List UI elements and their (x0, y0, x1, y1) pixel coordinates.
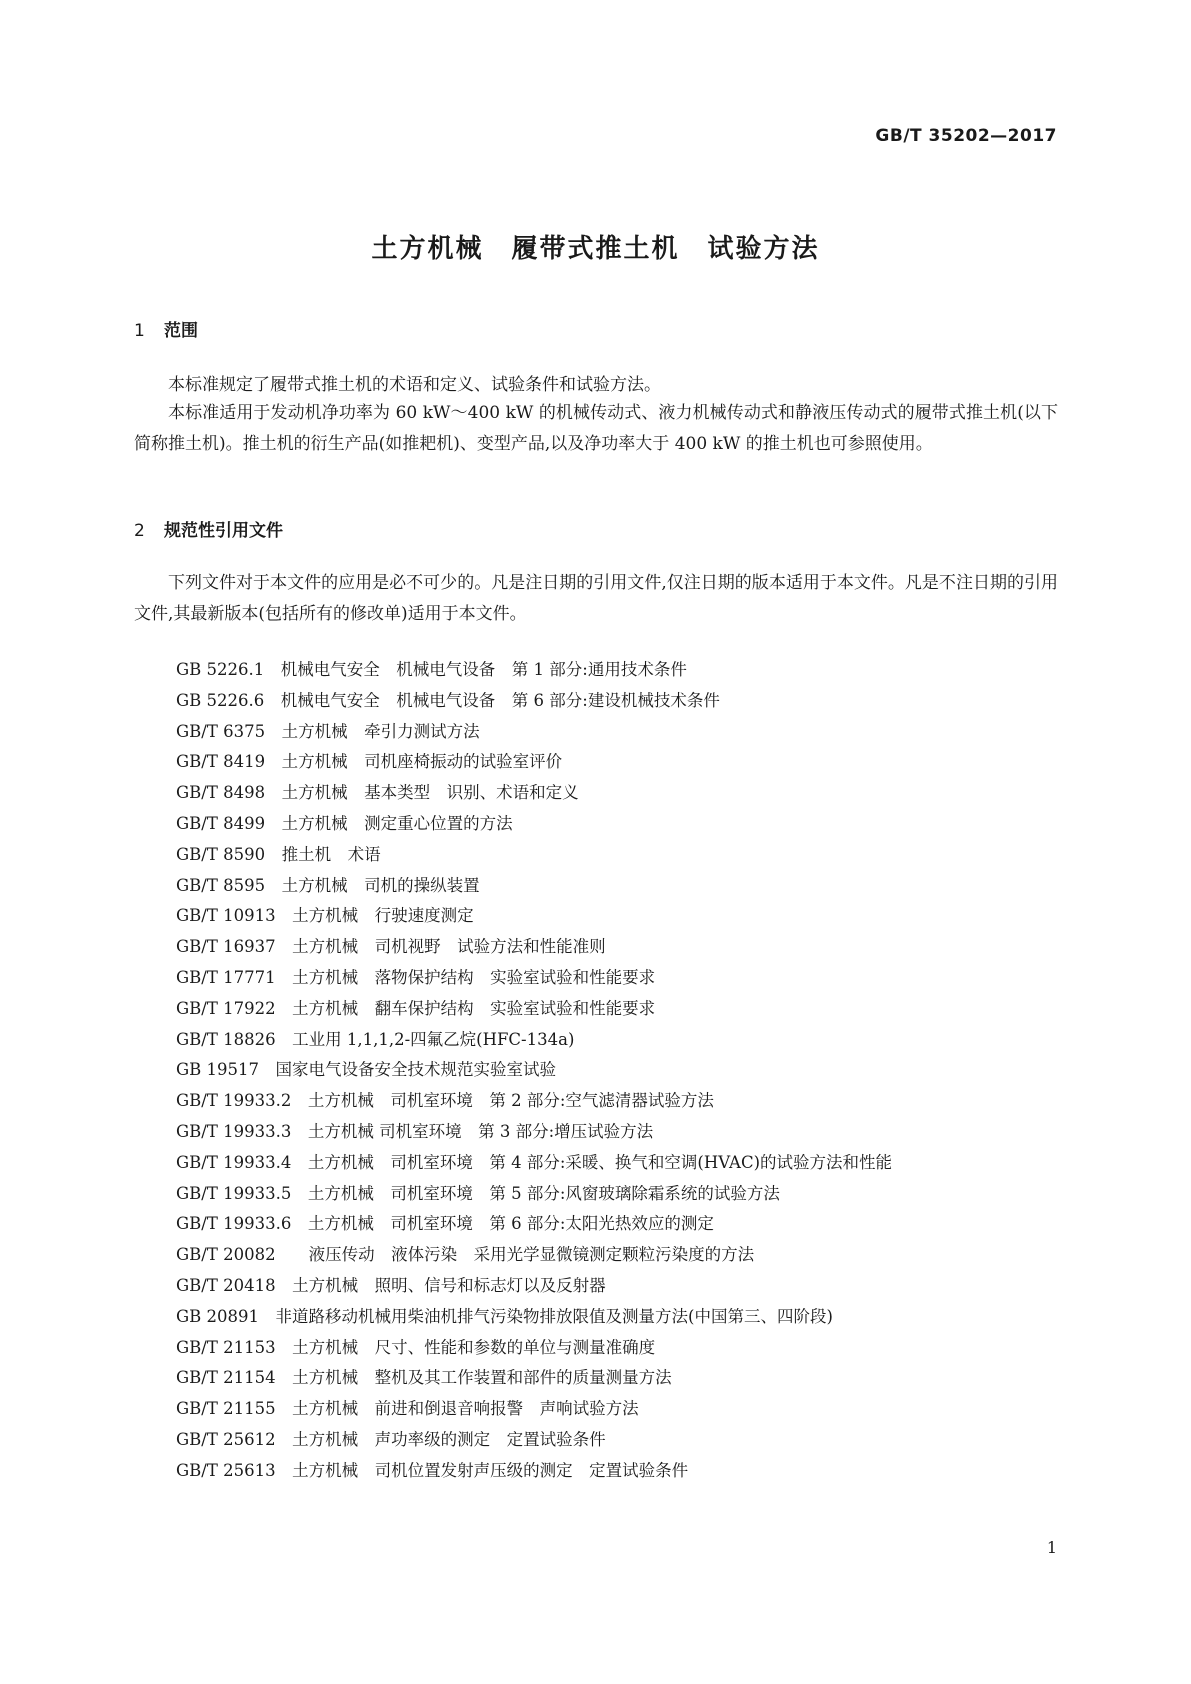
reference-code: GB/T 19933.5 (176, 1183, 292, 1203)
reference-item (134, 747, 1058, 778)
reference-item (134, 871, 1058, 902)
reference-title: 土方机械 司机室环境 第 6 部分:太阳光热效应的测定 (307, 1214, 714, 1234)
reference-item (134, 1086, 1058, 1117)
reference-item (134, 1209, 1058, 1240)
reference-list (134, 655, 1058, 1487)
reference-code: GB/T 19933.6 (176, 1214, 292, 1234)
reference-item (134, 1148, 1058, 1179)
reference-item (134, 1425, 1058, 1456)
reference-item (134, 932, 1058, 963)
reference-item (134, 1271, 1058, 1302)
reference-item (134, 994, 1058, 1025)
standard-code: GB/T 35202—2017 (875, 126, 1057, 146)
reference-title: 推土机 术语 (281, 844, 381, 864)
reference-code: GB/T 8499 (176, 813, 266, 833)
reference-item (134, 686, 1058, 717)
page-number: 1 (1046, 1538, 1057, 1557)
reference-code: GB/T 20418 (176, 1275, 276, 1295)
reference-title: 机械电气安全 机械电气设备 第 6 部分:建设机械技术条件 (280, 690, 720, 710)
reference-item (134, 1394, 1058, 1425)
reference-code: GB/T 21154 (176, 1368, 276, 1388)
reference-item (134, 1456, 1058, 1487)
section-title: 规范性引用文件 (164, 521, 283, 541)
reference-title: 土方机械 整机及其工作装置和部件的质量测量方法 (292, 1368, 672, 1388)
reference-code: GB/T 8498 (176, 783, 266, 803)
reference-item (134, 1055, 1058, 1086)
reference-item (134, 901, 1058, 932)
reference-item (134, 778, 1058, 809)
reference-item (134, 1240, 1058, 1271)
reference-code: GB/T 6375 (176, 721, 266, 741)
document-title: 土方机械 履带式推土机 试验方法 (371, 234, 820, 264)
reference-code: GB/T 17922 (176, 998, 276, 1018)
reference-item (134, 1333, 1058, 1364)
reference-code: GB/T 19933.2 (176, 1091, 292, 1111)
reference-code: GB/T 8595 (176, 875, 266, 895)
reference-code: GB 19517 (176, 1060, 260, 1080)
reference-code: GB/T 17771 (176, 967, 276, 987)
reference-code: GB/T 18826 (176, 1029, 276, 1049)
reference-title: 土方机械 翻车保护结构 实验室试验和性能要求 (292, 998, 656, 1018)
reference-title: 土方机械 司机室环境 第 4 部分:采暖、换气和空调(HVAC)的试验方法和性能 (307, 1152, 893, 1172)
reference-title: 土方机械 测定重心位置的方法 (281, 813, 513, 833)
reference-code: GB/T 25613 (176, 1460, 276, 1480)
reference-title: 液压传动 液体污染 采用光学显微镜测定颗粒污染度的方法 (292, 1245, 755, 1265)
reference-title: 土方机械 司机座椅振动的试验室评价 (281, 752, 563, 772)
section-title: 范围 (164, 321, 198, 341)
section-number: 2 (134, 521, 145, 541)
section-1-heading (134, 316, 198, 341)
reference-code: GB 5226.6 (176, 690, 265, 710)
section-2-heading (134, 516, 283, 541)
reference-title: 土方机械 司机的操纵装置 (281, 875, 480, 895)
reference-title: 土方机械 前进和倒退音响报警 声响试验方法 (292, 1399, 639, 1419)
reference-title: 土方机械 基本类型 识别、术语和定义 (281, 783, 579, 803)
reference-code: GB/T 19933.3 (176, 1121, 292, 1141)
scope-paragraph-1: 本标准规定了履带式推土机的术语和定义、试验条件和试验方法。 (168, 375, 661, 395)
reference-title: 土方机械 落物保护结构 实验室试验和性能要求 (292, 967, 656, 987)
reference-item (134, 840, 1058, 871)
reference-title: 土方机械 司机室环境 第 3 部分:增压试验方法 (307, 1121, 654, 1141)
reference-item (134, 1117, 1058, 1148)
reference-title: 土方机械 尺寸、性能和参数的单位与测量准确度 (292, 1337, 656, 1357)
reference-title: 土方机械 声功率级的测定 定置试验条件 (292, 1429, 606, 1449)
reference-title: 机械电气安全 机械电气设备 第 1 部分:通用技术条件 (280, 660, 687, 679)
reference-title: 土方机械 司机室环境 第 5 部分:风窗玻璃除霜系统的试验方法 (307, 1183, 780, 1203)
reference-code: GB/T 20082 (176, 1245, 276, 1265)
reference-code: GB 5226.1 (176, 660, 265, 679)
normative-references-intro: 下列文件对于本文件的应用是必不可少的。凡是注日期的引用文件,仅注日期的版本适用于本文件。凡是不注日期的引用文件,其最新版本(包括所有的修改单)适用于本文件。 (134, 573, 1058, 624)
reference-code: GB/T 21155 (176, 1399, 276, 1419)
scope-paragraph-2: 本标准适用于发动机净功率为 60 kW～400 kW 的机械传动式、液力机械传动式和静液压传动式的履带式推土机(以下简称推土机)。推土机的衍生产品(如推耙机)、变型产品,以及净功率大于 400 kW 的推土机也可参照使用。 (134, 403, 1058, 454)
reference-code: GB/T 8590 (176, 844, 266, 864)
reference-code: GB/T 16937 (176, 937, 276, 957)
reference-item (134, 1025, 1058, 1056)
reference-title: 土方机械 行驶速度测定 (292, 906, 474, 926)
reference-title: 土方机械 司机位置发射声压级的测定 定置试验条件 (292, 1460, 689, 1480)
reference-code: GB/T 8419 (176, 752, 266, 772)
reference-item (134, 1302, 1058, 1333)
section-number: 1 (134, 321, 145, 341)
reference-title: 土方机械 牵引力测试方法 (281, 721, 480, 741)
reference-title: 国家电气设备安全技术规范实验室试验 (275, 1060, 557, 1080)
reference-item (134, 809, 1058, 840)
reference-title: 非道路移动机械用柴油机排气污染物排放限值及测量方法(中国第三、四阶段) (275, 1306, 833, 1326)
reference-item (134, 717, 1058, 748)
reference-code: GB/T 21153 (176, 1337, 276, 1357)
reference-item (134, 655, 1058, 686)
reference-code: GB 20891 (176, 1306, 260, 1326)
reference-code: GB/T 19933.4 (176, 1152, 292, 1172)
reference-code: GB/T 25612 (176, 1429, 276, 1449)
reference-item (134, 1179, 1058, 1210)
reference-code: GB/T 10913 (176, 906, 276, 926)
reference-title: 土方机械 照明、信号和标志灯以及反射器 (292, 1275, 606, 1295)
reference-title: 土方机械 司机室环境 第 2 部分:空气滤清器试验方法 (307, 1091, 714, 1111)
reference-item (134, 963, 1058, 994)
reference-title: 土方机械 司机视野 试验方法和性能准则 (292, 937, 606, 957)
reference-title: 工业用 1,1,1,2-四氟乙烷(HFC-134a) (292, 1029, 575, 1049)
reference-item (134, 1363, 1058, 1394)
